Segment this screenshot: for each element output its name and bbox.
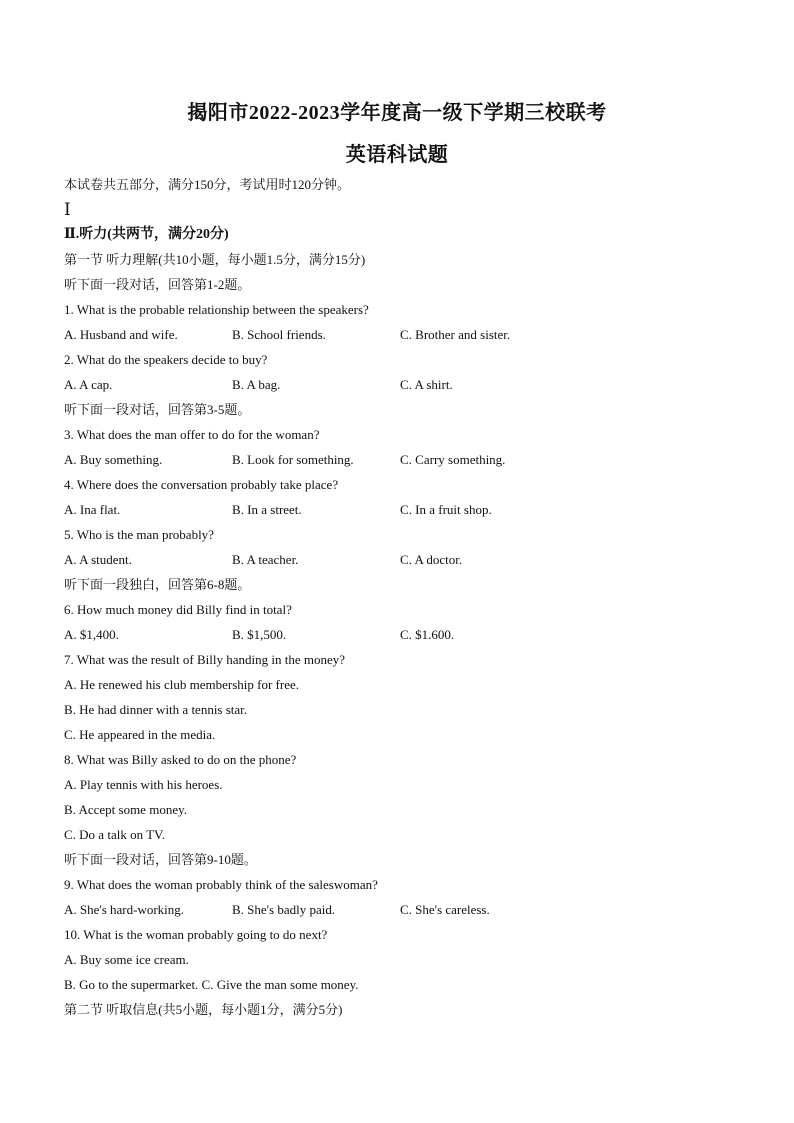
exam-content — [64, 172, 744, 1022]
q2-option-b: B. A bag. — [232, 377, 281, 392]
direction-6-8: 听下面一段独白，回答第6-8题。 — [64, 577, 251, 592]
direction-9-10: 听下面一段对话，回答第9-10题。 — [64, 852, 257, 867]
q9-option-a: A. She's hard-working. — [64, 902, 185, 917]
q3-option-b: B. Look for something. — [232, 452, 354, 467]
direction-3-5: 听下面一段对话，回答第3-5题。 — [64, 402, 251, 417]
question-4: 4. Where does the conversation probably take place? — [64, 477, 339, 492]
question-1-options — [64, 322, 744, 347]
roman-numeral-one: Ⅰ — [64, 200, 71, 219]
q4-option-b: B. In a street. — [232, 502, 302, 517]
question-8: 8. What was Billy asked to do on the phone? — [64, 752, 297, 767]
question-6: 6. How much money did Billy find in total? — [64, 602, 292, 617]
q5-option-c: C. A doctor. — [400, 552, 463, 567]
exam-title: 揭阳市2022-2023学年度高一级下学期三校联考 — [187, 102, 607, 124]
q8-option-c: C. Do a talk on TV. — [64, 827, 165, 842]
question-5: 5. Who is the man probably? — [64, 527, 214, 542]
q6-option-b: B. $1,500. — [232, 627, 287, 642]
q9-option-b: B. She's badly paid. — [232, 902, 336, 917]
question-2: 2. What do the speakers decide to buy? — [64, 352, 268, 367]
q8-option-b: B. Accept some money. — [64, 802, 187, 817]
question-7: 7. What was the result of Billy handing in the money? — [64, 652, 346, 667]
question-9-options — [64, 897, 744, 922]
q5-option-a: A. A student. — [64, 552, 132, 567]
q1-option-b: B. School friends. — [232, 327, 326, 342]
q4-option-c: C. In a fruit shop. — [400, 502, 492, 517]
q1-option-c: C. Brother and sister. — [400, 327, 511, 342]
question-10: 10. What is the woman probably going to do next? — [64, 927, 328, 942]
q9-option-c: C. She's careless. — [400, 902, 490, 917]
question-1: 1. What is the probable relationship between the speakers? — [64, 302, 369, 317]
q7-option-a: A. He renewed his club membership for free. — [64, 677, 299, 692]
question-4-options — [64, 497, 744, 522]
q8-option-a: A. Play tennis with his heroes. — [64, 777, 223, 792]
q10-option-bc: B. Go to the supermarket. C. Give the man some money. — [64, 977, 359, 992]
q10-option-a: A. Buy some ice cream. — [64, 952, 189, 967]
q6-option-a: A. $1,400. — [64, 627, 119, 642]
section1-heading: 第一节 听力理解(共10小题，每小题1.5分，满分15分) — [64, 252, 366, 267]
exam-intro: 本试卷共五部分，满分150分，考试用时120分钟。 — [64, 177, 351, 192]
question-5-options — [64, 547, 744, 572]
q7-option-b: B. He had dinner with a tennis star. — [64, 702, 248, 717]
q3-option-a: A. Buy something. — [64, 452, 163, 467]
exam-subtitle: 英语科试题 — [345, 144, 449, 166]
q4-option-a: A. Ina flat. — [64, 502, 121, 517]
q7-option-c: C. He appeared in the media. — [64, 727, 216, 742]
question-6-options — [64, 622, 744, 647]
question-2-options — [64, 372, 744, 397]
section2-heading: 第二节 听取信息(共5小题，每小题1分，满分5分) — [64, 1002, 343, 1017]
q2-option-a: A. A cap. — [64, 377, 113, 392]
q5-option-b: B. A teacher. — [232, 552, 299, 567]
q1-option-a: A. Husband and wife. — [64, 327, 178, 342]
q2-option-c: C. A shirt. — [400, 377, 453, 392]
q3-option-c: C. Carry something. — [400, 452, 506, 467]
part2-heading: Ⅱ.听力(共两节，满分20分) — [64, 227, 229, 242]
q6-option-c: C. $1.600. — [400, 627, 455, 642]
question-3-options — [64, 447, 744, 472]
question-9: 9. What does the woman probably think of the saleswoman? — [64, 877, 378, 892]
question-3: 3. What does the man offer to do for the woman? — [64, 427, 320, 442]
direction-1-2: 听下面一段对话，回答第1-2题。 — [64, 277, 251, 292]
